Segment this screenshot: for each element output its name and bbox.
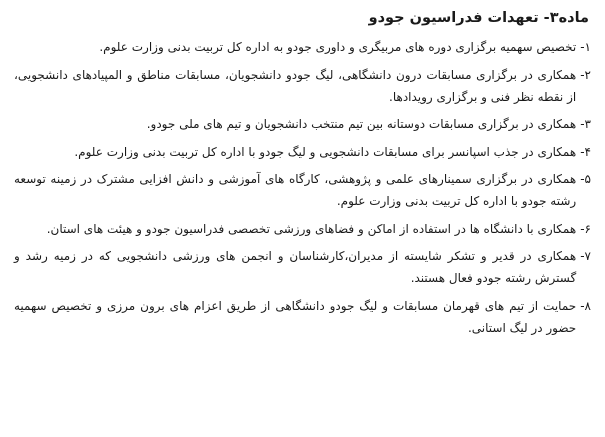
item-text: همکاری با دانشگاه ها در استفاده از اماکن و فضاهای ورزشی تخصصی فدراسیون جودو و هیئت های استان. xyxy=(46,221,577,236)
list-item xyxy=(14,295,591,339)
obligations-list xyxy=(14,36,591,339)
item-text: همکاری در جذب اسپانسر برای مسابقات دانشجویی و لیگ جودو با اداره کل تربیت بدنی وزارت علوم. xyxy=(74,144,577,159)
item-text: تخصیص سهمیه برگزاری دوره های مربیگری و داوری جودو به اداره کل تربیت بدنی وزارت علوم. xyxy=(99,40,577,54)
item-number: ۷- xyxy=(580,249,591,263)
item-number: ۱- xyxy=(580,40,591,54)
list-item xyxy=(14,245,591,289)
item-number: ۶- xyxy=(580,221,591,236)
item-number: ۴- xyxy=(580,144,591,159)
item-number: ۲- xyxy=(580,67,591,82)
list-item xyxy=(14,64,591,108)
list-item xyxy=(14,141,591,163)
list-item xyxy=(14,113,591,135)
item-text: همکاری در قدیر و تشکر شایسته از مدیران،کارشناسان و انجمن های ورزشی دانشجویی که در زمیه رشد و گسترش رشته جودو فعال هستند. xyxy=(14,249,577,285)
list-item xyxy=(14,168,591,212)
item-number: ۵- xyxy=(580,172,591,186)
item-text: همکاری در برگزاری سمینارهای علمی و پژوهشی، کارگاه های آموزشی و دانش افزایی مشترک در زمینه توسعه رشته جودو با اداره کل تربیت بدنی وزارت علوم. xyxy=(14,172,577,208)
article-title: ماده۳- تعهدات فدراسیون جودو xyxy=(368,10,589,26)
item-text: همکاری در برگزاری مسابقات دوستانه بین تیم منتخب دانشجویان و تیم های ملی جودو. xyxy=(146,117,577,131)
item-text: همکاری در برگزاری مسابقات درون دانشگاهی، لیگ جودو دانشجویان، مسابقات مناطق و المپیادهای دانشجویی، از نقطه نظر فنی و برگزاری رویدادها. xyxy=(14,67,577,104)
list-item xyxy=(14,36,591,58)
item-number: ۸- xyxy=(580,298,591,313)
item-number: ۳- xyxy=(580,117,591,131)
item-text: حمایت از تیم های قهرمان مسابقات و لیگ جودو دانشگاهی از طریق اعزام های برون مرزی و تخصیص سهمیه حضور در لیگ استانی. xyxy=(14,298,577,335)
list-item xyxy=(14,218,591,240)
